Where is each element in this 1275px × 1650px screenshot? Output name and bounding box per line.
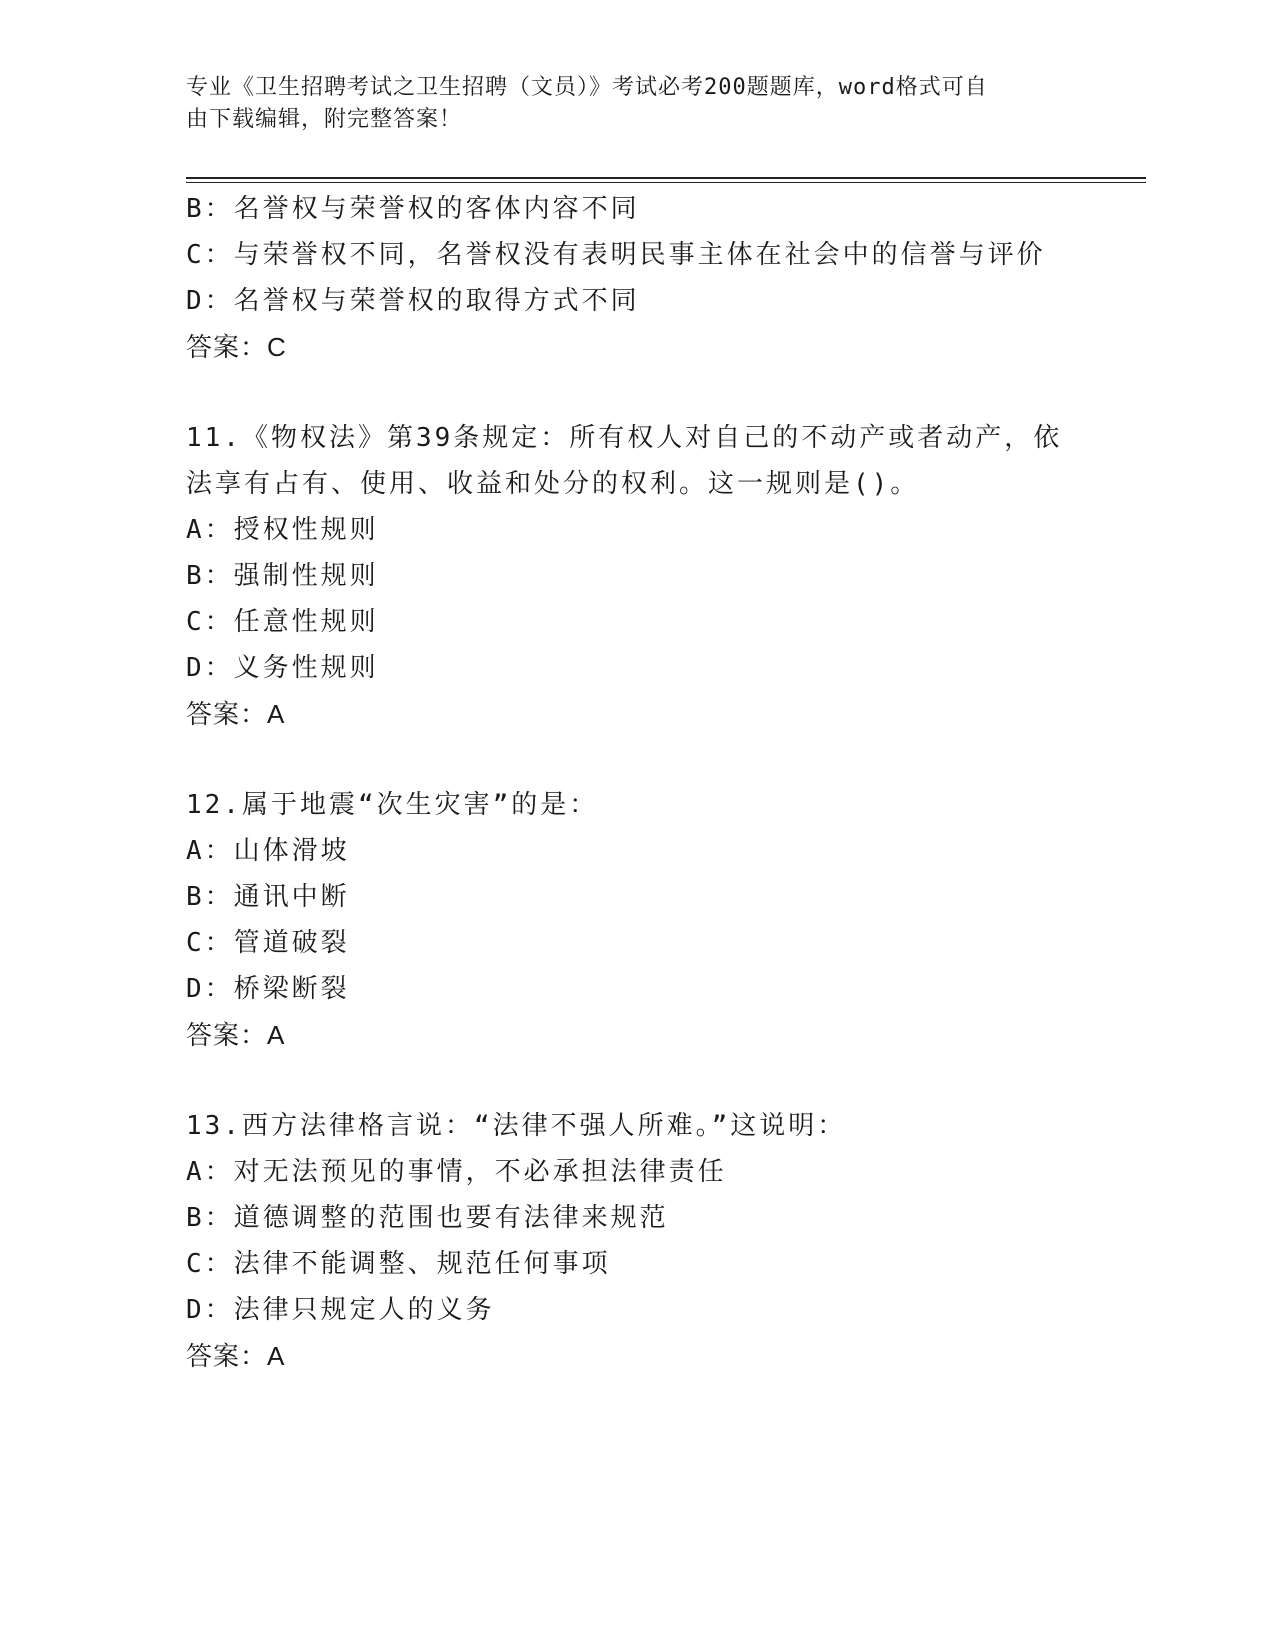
spacer [186,370,1086,415]
option-c: C：任意性规则 [186,607,379,637]
spacer [186,1058,1086,1103]
option-c: C：管道破裂 [186,928,350,958]
answer-line: 答案：A [186,699,286,729]
option-a: A：对无法预见的事情，不必承担法律责任 [186,1157,727,1187]
option-c: C：与荣誉权不同，名誉权没有表明民事主体在社会中的信誉与评价 [186,240,1046,270]
question-12 [186,782,1086,1058]
spacer [186,737,1086,782]
option-a: A：授权性规则 [186,515,379,545]
header-rule-thick [186,177,1146,179]
header-line-2: 由下载编辑，附完整答案！ [186,107,463,132]
option-a: A：山体滑坡 [186,836,350,866]
question-stem: 13.西方法律格言说：“法律不强人所难。”这说明： [186,1111,847,1141]
header-line-1: 专业《卫生招聘考试之卫生招聘（文员）》考试必考200题题库，word格式可自 [186,75,988,100]
option-d: D：法律只规定人的义务 [186,1295,495,1325]
document-header [186,72,1066,136]
option-c: C：法律不能调整、规范任何事项 [186,1249,611,1279]
option-b: B：通讯中断 [186,882,350,912]
question-list [186,186,1086,1379]
option-b: B：道德调整的范围也要有法律来规范 [186,1203,669,1233]
question-stem-line-2: 法享有占有、使用、收益和处分的权利。这一规则是()。 [186,469,920,499]
option-d: D：名誉权与荣誉权的取得方式不同 [186,286,640,316]
option-d: D：桥梁断裂 [186,974,350,1004]
question-stem: 12.属于地震“次生灾害”的是： [186,790,599,820]
header-rule-thin [186,182,1146,183]
question-11 [186,415,1086,737]
option-b: B：强制性规则 [186,561,379,591]
option-b: B：名誉权与荣誉权的客体内容不同 [186,194,640,224]
question-prev [186,186,1086,370]
answer-line: 答案：A [186,1020,286,1050]
question-stem-line-1: 11.《物权法》第39条规定：所有权人对自己的不动产或者动产，依 [186,423,1063,453]
answer-line: 答案：C [186,332,287,362]
answer-line: 答案：A [186,1341,286,1371]
question-13 [186,1103,1086,1379]
option-d: D：义务性规则 [186,653,379,683]
